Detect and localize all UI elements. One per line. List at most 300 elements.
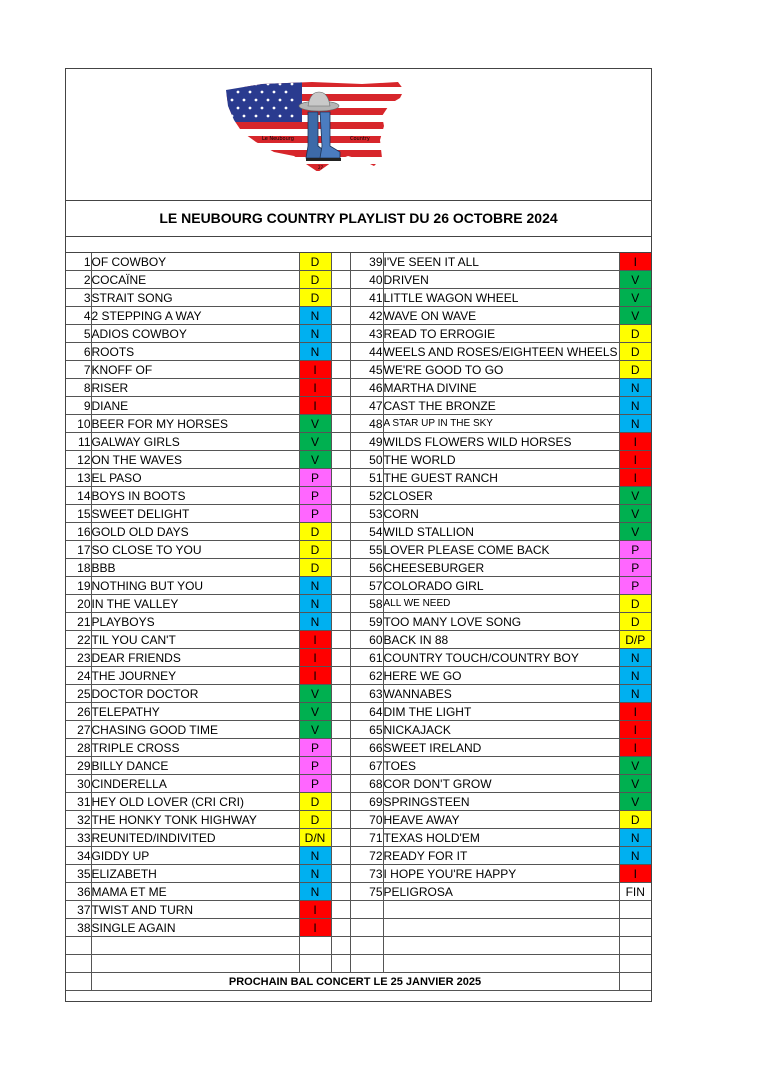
song-title <box>383 955 619 973</box>
dance-code: N <box>619 397 651 415</box>
song-title: ALL WE NEED <box>383 595 619 613</box>
gap-cell <box>331 397 350 415</box>
page-title: LE NEUBOURG COUNTRY PLAYLIST DU 26 OCTOBRE 2024 <box>66 200 651 237</box>
table-row <box>66 667 651 685</box>
song-number: 66 <box>350 739 383 757</box>
gap-cell <box>331 379 350 397</box>
dance-code: I <box>619 703 651 721</box>
dance-code: V <box>619 487 651 505</box>
table-row <box>66 397 651 415</box>
song-number: 59 <box>350 613 383 631</box>
dance-code: I <box>619 433 651 451</box>
table-row <box>66 595 651 613</box>
song-number: 15 <box>66 505 91 523</box>
table-row <box>66 685 651 703</box>
table-row <box>66 253 651 271</box>
song-number: 49 <box>350 433 383 451</box>
gap-cell <box>331 955 350 973</box>
song-number: 68 <box>350 775 383 793</box>
dance-code <box>299 937 331 955</box>
song-title: COUNTRY TOUCH/COUNTRY BOY <box>383 649 619 667</box>
gap-cell <box>331 811 350 829</box>
song-number <box>350 901 383 919</box>
table-row <box>66 415 651 433</box>
dance-code <box>619 901 651 919</box>
song-title: IN THE VALLEY <box>91 595 299 613</box>
song-number: 48 <box>350 415 383 433</box>
dance-code: D <box>619 613 651 631</box>
song-title: GIDDY UP <box>91 847 299 865</box>
dance-code: N <box>299 577 331 595</box>
song-title: WE'RE GOOD TO GO <box>383 361 619 379</box>
gap-cell <box>331 829 350 847</box>
spacer-row <box>66 236 651 253</box>
song-number: 14 <box>66 487 91 505</box>
song-number: 37 <box>66 901 91 919</box>
usa-flag-boots-logo <box>222 76 472 176</box>
table-row <box>66 577 651 595</box>
dance-code: I <box>299 919 331 937</box>
song-title: TIL YOU CAN'T <box>91 631 299 649</box>
song-number: 2 <box>66 271 91 289</box>
song-number: 44 <box>350 343 383 361</box>
song-number: 40 <box>350 271 383 289</box>
song-number: 22 <box>66 631 91 649</box>
song-number: 63 <box>350 685 383 703</box>
song-number: 18 <box>66 559 91 577</box>
gap-cell <box>331 307 350 325</box>
song-number: 6 <box>66 343 91 361</box>
table-row <box>66 487 651 505</box>
gap-cell <box>331 451 350 469</box>
song-title: COLORADO GIRL <box>383 577 619 595</box>
gap-cell <box>331 739 350 757</box>
song-title: DIANE <box>91 397 299 415</box>
dance-code: D <box>619 343 651 361</box>
gap-cell <box>331 577 350 595</box>
song-number: 43 <box>350 325 383 343</box>
dance-code: D <box>299 559 331 577</box>
song-title: DIM THE LIGHT <box>383 703 619 721</box>
dance-code: V <box>619 523 651 541</box>
song-title: PELIGROSA <box>383 883 619 901</box>
song-number: 27 <box>66 721 91 739</box>
table-row <box>66 865 651 883</box>
song-number: 7 <box>66 361 91 379</box>
song-number: 17 <box>66 541 91 559</box>
dance-code: I <box>299 379 331 397</box>
song-title: DRIVEN <box>383 271 619 289</box>
dance-code: N <box>619 667 651 685</box>
dance-code: D/N <box>299 829 331 847</box>
song-title: SINGLE AGAIN <box>91 919 299 937</box>
song-title: SPRINGSTEEN <box>383 793 619 811</box>
song-title: STRAIT SONG <box>91 289 299 307</box>
dance-code: I <box>299 397 331 415</box>
gap-cell <box>331 541 350 559</box>
song-title: ROOTS <box>91 343 299 361</box>
song-number: 47 <box>350 397 383 415</box>
dance-code: D <box>619 811 651 829</box>
song-number <box>66 937 91 955</box>
song-title: CAST THE BRONZE <box>383 397 619 415</box>
table-row <box>66 523 651 541</box>
table-row <box>66 379 651 397</box>
song-number: 46 <box>350 379 383 397</box>
playlist-table <box>66 253 651 991</box>
dance-code: I <box>299 361 331 379</box>
dance-code: D <box>299 289 331 307</box>
song-number: 20 <box>66 595 91 613</box>
song-title: READY FOR IT <box>383 847 619 865</box>
song-title: TELEPATHY <box>91 703 299 721</box>
song-number: 52 <box>350 487 383 505</box>
song-number: 32 <box>66 811 91 829</box>
dance-code: N <box>619 379 651 397</box>
song-title: BILLY DANCE <box>91 757 299 775</box>
song-number: 9 <box>66 397 91 415</box>
table-row <box>66 289 651 307</box>
song-title: CLOSER <box>383 487 619 505</box>
dance-code: P <box>299 469 331 487</box>
song-title: THE JOURNEY <box>91 667 299 685</box>
song-title: ELIZABETH <box>91 865 299 883</box>
song-title: COR DON'T GROW <box>383 775 619 793</box>
song-number: 73 <box>350 865 383 883</box>
song-number: 35 <box>66 865 91 883</box>
table-row <box>66 361 651 379</box>
song-number: 10 <box>66 415 91 433</box>
song-number: 3 <box>66 289 91 307</box>
song-title: DOCTOR DOCTOR <box>91 685 299 703</box>
song-number: 25 <box>66 685 91 703</box>
dance-code: V <box>299 415 331 433</box>
song-number: 31 <box>66 793 91 811</box>
dance-code: P <box>299 505 331 523</box>
gap-cell <box>331 415 350 433</box>
song-number: 26 <box>66 703 91 721</box>
dance-code <box>619 937 651 955</box>
song-title: WANNABES <box>383 685 619 703</box>
song-title: WAVE ON WAVE <box>383 307 619 325</box>
dance-code: I <box>619 721 651 739</box>
song-title: BOYS IN BOOTS <box>91 487 299 505</box>
gap-cell <box>331 433 350 451</box>
song-title: RISER <box>91 379 299 397</box>
logo-text-small: 27 <box>318 165 324 170</box>
dance-code: N <box>299 883 331 901</box>
song-number: 16 <box>66 523 91 541</box>
gap-cell <box>331 361 350 379</box>
song-title: BEER FOR MY HORSES <box>91 415 299 433</box>
song-number: 55 <box>350 541 383 559</box>
song-number: 36 <box>66 883 91 901</box>
song-number: 58 <box>350 595 383 613</box>
dance-code: N <box>619 415 651 433</box>
table-row <box>66 775 651 793</box>
dance-code: D <box>619 361 651 379</box>
song-number: 62 <box>350 667 383 685</box>
dance-code: N <box>299 307 331 325</box>
song-number: 50 <box>350 451 383 469</box>
song-title: REUNITED/INDIVITED <box>91 829 299 847</box>
dance-code: V <box>299 433 331 451</box>
song-title: THE GUEST RANCH <box>383 469 619 487</box>
table-row <box>66 901 651 919</box>
dance-code: P <box>299 757 331 775</box>
song-number: 41 <box>350 289 383 307</box>
gap-cell <box>331 883 350 901</box>
song-title: DEAR FRIENDS <box>91 649 299 667</box>
song-number: 72 <box>350 847 383 865</box>
song-number: 45 <box>350 361 383 379</box>
song-number: 71 <box>350 829 383 847</box>
song-number <box>66 955 91 973</box>
gap-cell <box>331 667 350 685</box>
next-concert-note: PROCHAIN BAL CONCERT LE 25 JANVIER 2025 <box>91 973 619 991</box>
dance-code: D <box>299 253 331 271</box>
dance-code: P <box>299 739 331 757</box>
gap-cell <box>331 919 350 937</box>
song-number: 56 <box>350 559 383 577</box>
dance-code: D <box>299 541 331 559</box>
gap-cell <box>331 631 350 649</box>
dance-code: N <box>619 847 651 865</box>
table-row <box>66 847 651 865</box>
dance-code: I <box>299 649 331 667</box>
song-title: THE HONKY TONK HIGHWAY <box>91 811 299 829</box>
song-number: 53 <box>350 505 383 523</box>
song-number: 29 <box>66 757 91 775</box>
dance-code: I <box>619 451 651 469</box>
table-row <box>66 937 651 955</box>
song-number: 39 <box>350 253 383 271</box>
song-number: 60 <box>350 631 383 649</box>
table-row <box>66 433 651 451</box>
song-title: EL PASO <box>91 469 299 487</box>
song-title: ON THE WAVES <box>91 451 299 469</box>
dance-code: V <box>619 505 651 523</box>
gap-cell <box>331 613 350 631</box>
song-title: CORN <box>383 505 619 523</box>
song-title: SWEET IRELAND <box>383 739 619 757</box>
table-row <box>66 505 651 523</box>
song-number: 30 <box>66 775 91 793</box>
song-title: KNOFF OF <box>91 361 299 379</box>
gap-cell <box>331 793 350 811</box>
gap-cell <box>331 595 350 613</box>
dance-code: I <box>299 667 331 685</box>
dance-code: D <box>619 325 651 343</box>
dance-code: P <box>619 559 651 577</box>
gap-cell <box>331 487 350 505</box>
song-title <box>91 937 299 955</box>
gap-cell <box>331 289 350 307</box>
table-row <box>66 469 651 487</box>
song-title: OF COWBOY <box>91 253 299 271</box>
song-number: 4 <box>66 307 91 325</box>
song-title: TWIST AND TURN <box>91 901 299 919</box>
gap-cell <box>331 469 350 487</box>
song-title: NOTHING BUT YOU <box>91 577 299 595</box>
table-row <box>66 541 651 559</box>
song-number: 38 <box>66 919 91 937</box>
song-number: 5 <box>66 325 91 343</box>
song-title <box>383 919 619 937</box>
song-title: LOVER PLEASE COME BACK <box>383 541 619 559</box>
song-title: LITTLE WAGON WHEEL <box>383 289 619 307</box>
table-row <box>66 883 651 901</box>
dance-code <box>299 955 331 973</box>
footer-left-cell <box>66 973 91 991</box>
dance-code: N <box>619 649 651 667</box>
gap-cell <box>331 685 350 703</box>
song-title: CHEESEBURGER <box>383 559 619 577</box>
gap-cell <box>331 505 350 523</box>
song-number: 64 <box>350 703 383 721</box>
song-number: 28 <box>66 739 91 757</box>
table-row <box>66 613 651 631</box>
table-row <box>66 811 651 829</box>
gap-cell <box>331 865 350 883</box>
dance-code: D <box>299 271 331 289</box>
dance-code: D <box>299 811 331 829</box>
song-title <box>383 901 619 919</box>
song-title: MAMA ET ME <box>91 883 299 901</box>
song-number <box>350 955 383 973</box>
table-row <box>66 829 651 847</box>
gap-cell <box>331 937 350 955</box>
dance-code: V <box>619 289 651 307</box>
table-row <box>66 307 651 325</box>
song-title: WILDS FLOWERS WILD HORSES <box>383 433 619 451</box>
song-title: CINDERELLA <box>91 775 299 793</box>
dance-code: D <box>299 793 331 811</box>
dance-code: V <box>299 685 331 703</box>
dance-code: P <box>619 577 651 595</box>
dance-code: N <box>619 685 651 703</box>
gap-cell <box>331 523 350 541</box>
song-title: COCAÏNE <box>91 271 299 289</box>
dance-code: I <box>299 631 331 649</box>
gap-cell <box>331 559 350 577</box>
song-number: 51 <box>350 469 383 487</box>
song-title: I'VE SEEN IT ALL <box>383 253 619 271</box>
dance-code: V <box>619 307 651 325</box>
song-number: 42 <box>350 307 383 325</box>
song-title: HEAVE AWAY <box>383 811 619 829</box>
song-number: 34 <box>66 847 91 865</box>
song-number: 1 <box>66 253 91 271</box>
gap-cell <box>331 775 350 793</box>
song-title: TOO MANY LOVE SONG <box>383 613 619 631</box>
logo-text-left: Le Neubourg <box>262 136 294 142</box>
dance-code: N <box>299 343 331 361</box>
table-row <box>66 793 651 811</box>
gap-cell <box>331 721 350 739</box>
song-title: PLAYBOYS <box>91 613 299 631</box>
footer-row <box>66 973 651 991</box>
table-row <box>66 739 651 757</box>
gap-cell <box>331 757 350 775</box>
dance-code: I <box>619 739 651 757</box>
gap-cell <box>331 703 350 721</box>
dance-code: V <box>299 703 331 721</box>
song-title: WEELS AND ROSES/EIGHTEEN WHEELS <box>383 344 618 359</box>
song-number: 57 <box>350 577 383 595</box>
dance-code: D/P <box>619 631 651 649</box>
logo-area <box>66 69 651 201</box>
song-title: SWEET DELIGHT <box>91 505 299 523</box>
playlist-sheet <box>65 68 652 1002</box>
dance-code: V <box>619 775 651 793</box>
dance-code: N <box>299 847 331 865</box>
footer-right-cell <box>619 973 651 991</box>
dance-code: N <box>299 595 331 613</box>
song-number: 13 <box>66 469 91 487</box>
table-row <box>66 919 651 937</box>
dance-code: I <box>619 469 651 487</box>
song-title: GALWAY GIRLS <box>91 433 299 451</box>
song-title: WILD STALLION <box>383 523 619 541</box>
song-title: A STAR UP IN THE SKY <box>383 415 619 433</box>
song-number <box>350 919 383 937</box>
dance-code: D <box>299 523 331 541</box>
dance-code: FIN <box>619 883 651 901</box>
dance-code: P <box>299 487 331 505</box>
table-row <box>66 649 651 667</box>
table-row <box>66 271 651 289</box>
song-title: SO CLOSE TO YOU <box>91 541 299 559</box>
song-title: I HOPE YOU'RE HAPPY <box>383 865 619 883</box>
song-title: BACK IN 88 <box>383 631 619 649</box>
song-number: 12 <box>66 451 91 469</box>
dance-code: V <box>619 271 651 289</box>
song-number: 65 <box>350 721 383 739</box>
dance-code: V <box>619 793 651 811</box>
table-row <box>66 559 651 577</box>
song-number: 67 <box>350 757 383 775</box>
dance-code: N <box>299 325 331 343</box>
gap-cell <box>331 901 350 919</box>
song-number: 54 <box>350 523 383 541</box>
gap-cell <box>331 649 350 667</box>
song-title: 2 STEPPING A WAY <box>91 307 299 325</box>
table-row <box>66 343 651 361</box>
song-title: MARTHA DIVINE <box>383 379 619 397</box>
song-number: 24 <box>66 667 91 685</box>
song-title: BBB <box>91 559 299 577</box>
dance-code: D <box>619 595 651 613</box>
table-row <box>66 325 651 343</box>
table-row <box>66 721 651 739</box>
song-number: 61 <box>350 649 383 667</box>
song-title: CHASING GOOD TIME <box>91 721 299 739</box>
dance-code <box>619 919 651 937</box>
table-row <box>66 955 651 973</box>
dance-code: N <box>299 613 331 631</box>
dance-code: V <box>619 757 651 775</box>
dance-code: N <box>299 865 331 883</box>
gap-cell <box>331 271 350 289</box>
song-title: TEXAS HOLD'EM <box>383 829 619 847</box>
gap-cell <box>331 253 350 271</box>
song-title: TRIPLE CROSS <box>91 739 299 757</box>
song-number: 69 <box>350 793 383 811</box>
song-title <box>383 937 619 955</box>
song-title <box>91 955 299 973</box>
dance-code <box>619 955 651 973</box>
